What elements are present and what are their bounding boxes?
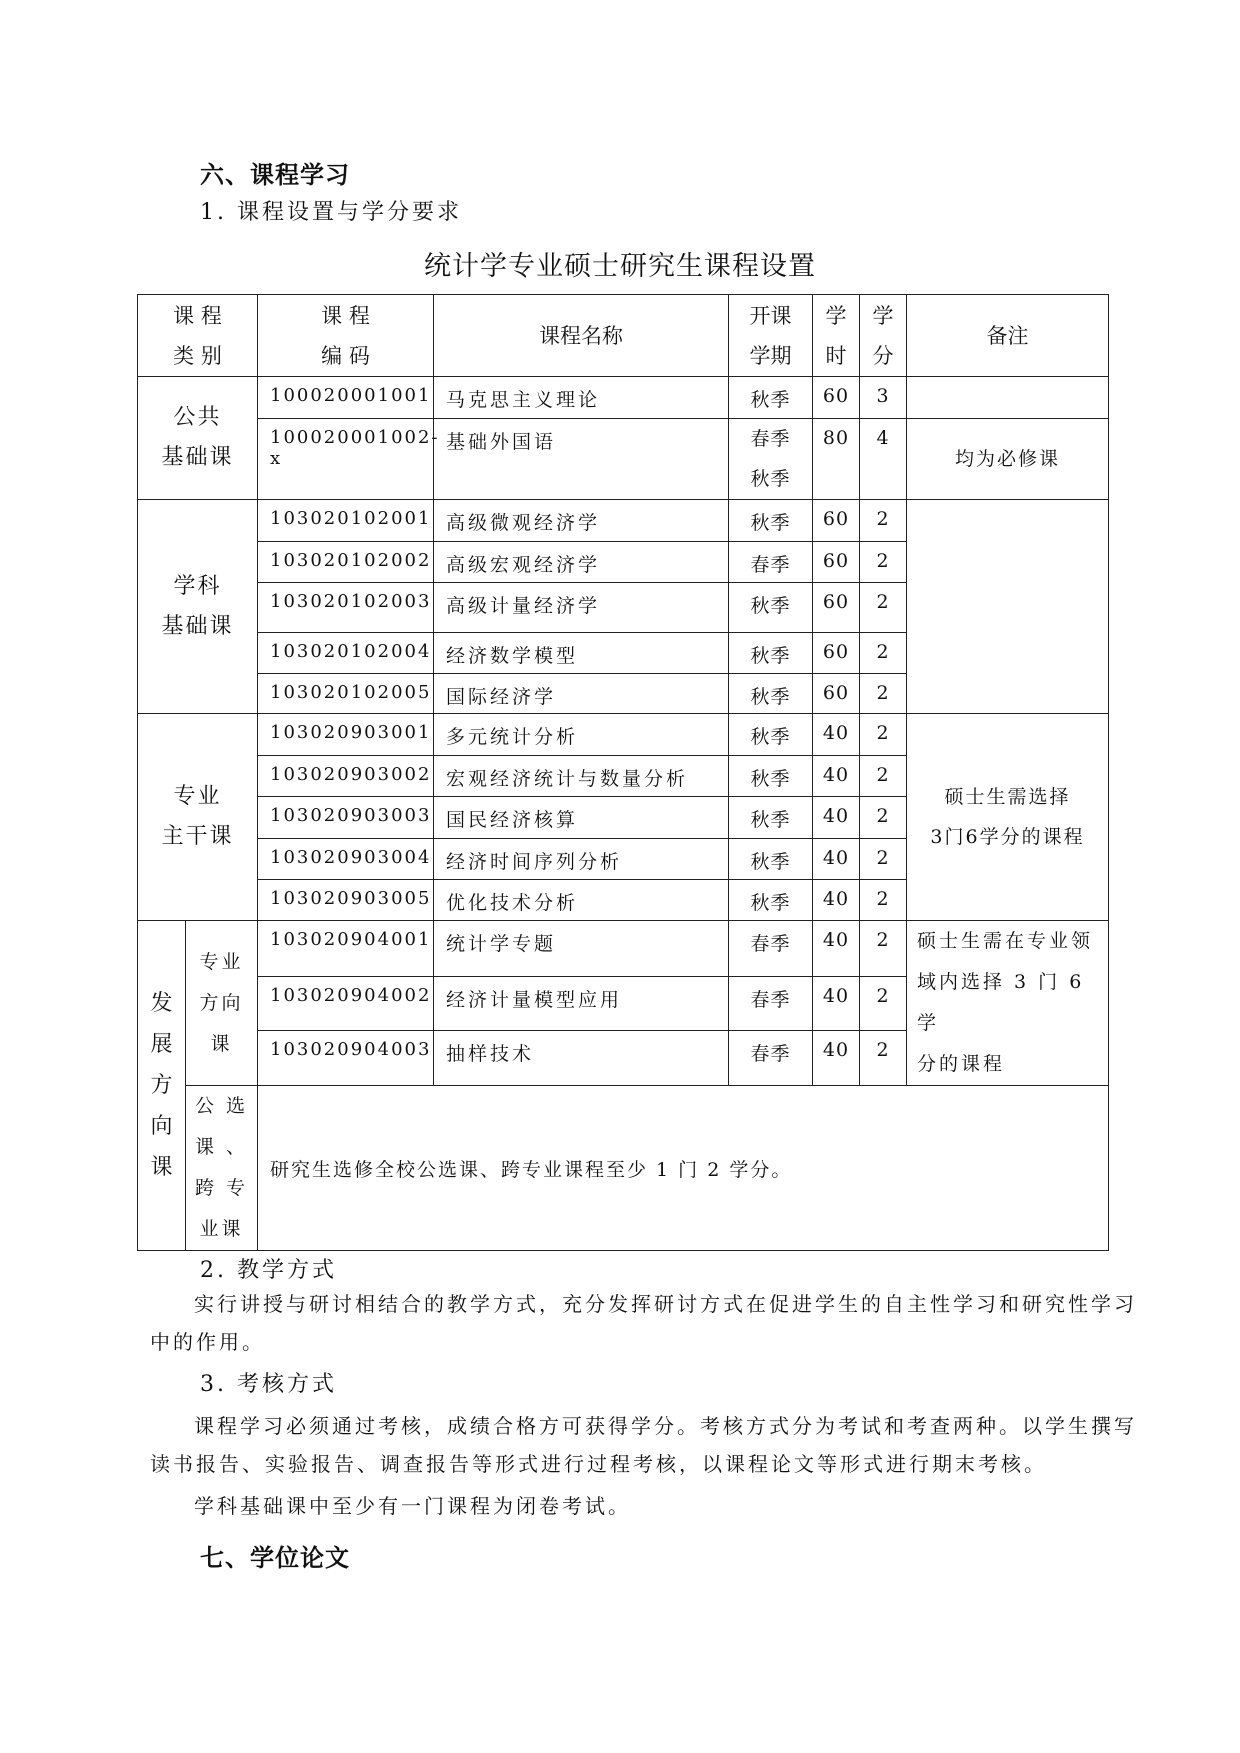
course-credit: 2 (860, 1031, 907, 1086)
course-credit: 2 (860, 542, 907, 583)
course-name: 经济时间序列分析 (434, 839, 729, 880)
course-code: 103020903004 (258, 839, 434, 880)
table-title: 统计学专业硕士研究生课程设置 (424, 251, 816, 282)
course-code: 100020001002-x (258, 419, 434, 500)
paragraph-teaching-l1: 实行讲授与研讨相结合的教学方式，充分发挥研讨方式在促进学生的自主性学习和研究性学习 (194, 1292, 1137, 1316)
remark-major: 硕士生需选择 3门6学分的课程 (907, 714, 1109, 921)
course-code: 103020102005 (258, 674, 434, 714)
course-name: 基础外国语 (434, 419, 729, 500)
course-code: 103020102004 (258, 633, 434, 674)
course-code: 100020001001 (258, 377, 434, 419)
course-hours: 40 (813, 839, 860, 880)
course-term: 秋季 (729, 756, 813, 797)
category-discipline: 学科 基础课 (138, 500, 258, 714)
course-term: 秋季 (729, 839, 813, 880)
course-code: 103020102002 (258, 542, 434, 583)
course-hours: 40 (813, 880, 860, 921)
paragraph-teaching-l2: 中的作用。 (150, 1330, 265, 1354)
header-remark: 备注 (907, 295, 1109, 377)
course-credit: 2 (860, 500, 907, 542)
course-name: 经济计量模型应用 (434, 976, 729, 1031)
course-credit: 2 (860, 583, 907, 633)
paragraph-assessment-l2: 读书报告、实验报告、调查报告等形式进行过程考核，以课程论文等形式进行期末考核。 (150, 1452, 1047, 1476)
header-code: 课 程 编 码 (258, 295, 434, 377)
course-name: 多元统计分析 (434, 714, 729, 756)
subsection-heading-1: 1. 课程设置与学分要求 (200, 200, 462, 225)
course-credit: 2 (860, 756, 907, 797)
course-name: 统计学专题 (434, 921, 729, 977)
course-credit: 2 (860, 921, 907, 977)
remark-empty (907, 377, 1109, 419)
course-credit: 2 (860, 839, 907, 880)
category-development: 发 展 方 向 课 (138, 921, 186, 1251)
course-hours: 60 (813, 500, 860, 542)
table-row (138, 419, 1109, 500)
section-heading-6: 六、课程学习 (200, 161, 350, 189)
course-name: 优化技术分析 (434, 880, 729, 921)
course-name: 马克思主义理论 (434, 377, 729, 419)
header-term: 开课 学期 (729, 295, 813, 377)
course-credit: 3 (860, 377, 907, 419)
course-hours: 40 (813, 756, 860, 797)
course-term: 秋季 (729, 633, 813, 674)
course-name: 宏观经济统计与数量分析 (434, 756, 729, 797)
course-hours: 40 (813, 976, 860, 1031)
category-elective: 公 选 课 、 跨 专 业课 (186, 1086, 258, 1251)
course-credit: 2 (860, 714, 907, 756)
course-hours: 40 (813, 1031, 860, 1086)
course-hours: 60 (813, 542, 860, 583)
course-term: 秋季 (729, 674, 813, 714)
category-direction: 专业 方向 课 (186, 921, 258, 1086)
course-hours: 80 (813, 419, 860, 500)
subsection-heading-3: 3. 考核方式 (200, 1372, 337, 1397)
course-name: 高级计量经济学 (434, 583, 729, 633)
paragraph-closed-exam: 学科基础课中至少有一门课程为闭卷考试。 (194, 1494, 631, 1518)
header-credit: 学 分 (860, 295, 907, 377)
course-code: 103020102001 (258, 500, 434, 542)
table-row (138, 500, 1109, 542)
course-hours: 40 (813, 714, 860, 756)
remark-discipline-empty (907, 500, 1109, 714)
course-credit: 2 (860, 633, 907, 674)
course-term: 秋季 (729, 880, 813, 921)
category-public: 公共 基础课 (138, 377, 258, 500)
course-credit: 2 (860, 976, 907, 1031)
course-credit: 2 (860, 674, 907, 714)
subsection-heading-2: 2. 教学方式 (200, 1258, 337, 1283)
category-major: 专业 主干课 (138, 714, 258, 921)
paragraph-assessment-l1: 课程学习必须通过考核，成绩合格方可获得学分。考核方式分为考试和考查两种。以学生撰写 (194, 1414, 1137, 1438)
table-row (138, 921, 1109, 977)
course-code: 103020903002 (258, 756, 434, 797)
course-term: 春季 秋季 (729, 419, 813, 500)
remark-direction: 硕士生需在专业领 域内选择 3 门 6 学 分的课程 (907, 921, 1109, 1086)
course-code: 103020903005 (258, 880, 434, 921)
remark-public: 均为必修课 (907, 419, 1109, 500)
course-credit: 2 (860, 880, 907, 921)
course-code: 103020904001 (258, 921, 434, 977)
course-hours: 40 (813, 921, 860, 977)
table-row (138, 1086, 1109, 1251)
header-name: 课程名称 (434, 295, 729, 377)
course-name: 高级宏观经济学 (434, 542, 729, 583)
course-term: 春季 (729, 921, 813, 977)
course-name: 抽样技术 (434, 1031, 729, 1086)
section-heading-7: 七、学位论文 (200, 1544, 350, 1572)
course-code: 103020904003 (258, 1031, 434, 1086)
course-term: 春季 (729, 542, 813, 583)
course-code: 103020903003 (258, 797, 434, 839)
table-header-row (138, 295, 1109, 377)
course-term: 秋季 (729, 583, 813, 633)
course-name: 经济数学模型 (434, 633, 729, 674)
course-code: 103020102003 (258, 583, 434, 633)
course-term: 秋季 (729, 500, 813, 542)
course-credit: 4 (860, 419, 907, 500)
header-hours: 学 时 (813, 295, 860, 377)
course-term: 秋季 (729, 714, 813, 756)
table-row (138, 714, 1109, 756)
course-code: 103020904002 (258, 976, 434, 1031)
course-hours: 40 (813, 797, 860, 839)
course-name: 高级微观经济学 (434, 500, 729, 542)
header-category: 课 程 类 别 (138, 295, 258, 377)
course-hours: 60 (813, 377, 860, 419)
course-hours: 60 (813, 633, 860, 674)
course-term: 秋季 (729, 797, 813, 839)
table-row (138, 377, 1109, 419)
course-code: 103020903001 (258, 714, 434, 756)
course-credit: 2 (860, 797, 907, 839)
elective-requirement: 研究生选修全校公选课、跨专业课程至少 1 门 2 学分。 (258, 1086, 1109, 1251)
course-name: 国际经济学 (434, 674, 729, 714)
course-term: 春季 (729, 1031, 813, 1086)
course-name: 国民经济核算 (434, 797, 729, 839)
course-hours: 60 (813, 674, 860, 714)
course-term: 春季 (729, 976, 813, 1031)
course-table (137, 294, 1109, 1251)
course-term: 秋季 (729, 377, 813, 419)
course-hours: 60 (813, 583, 860, 633)
